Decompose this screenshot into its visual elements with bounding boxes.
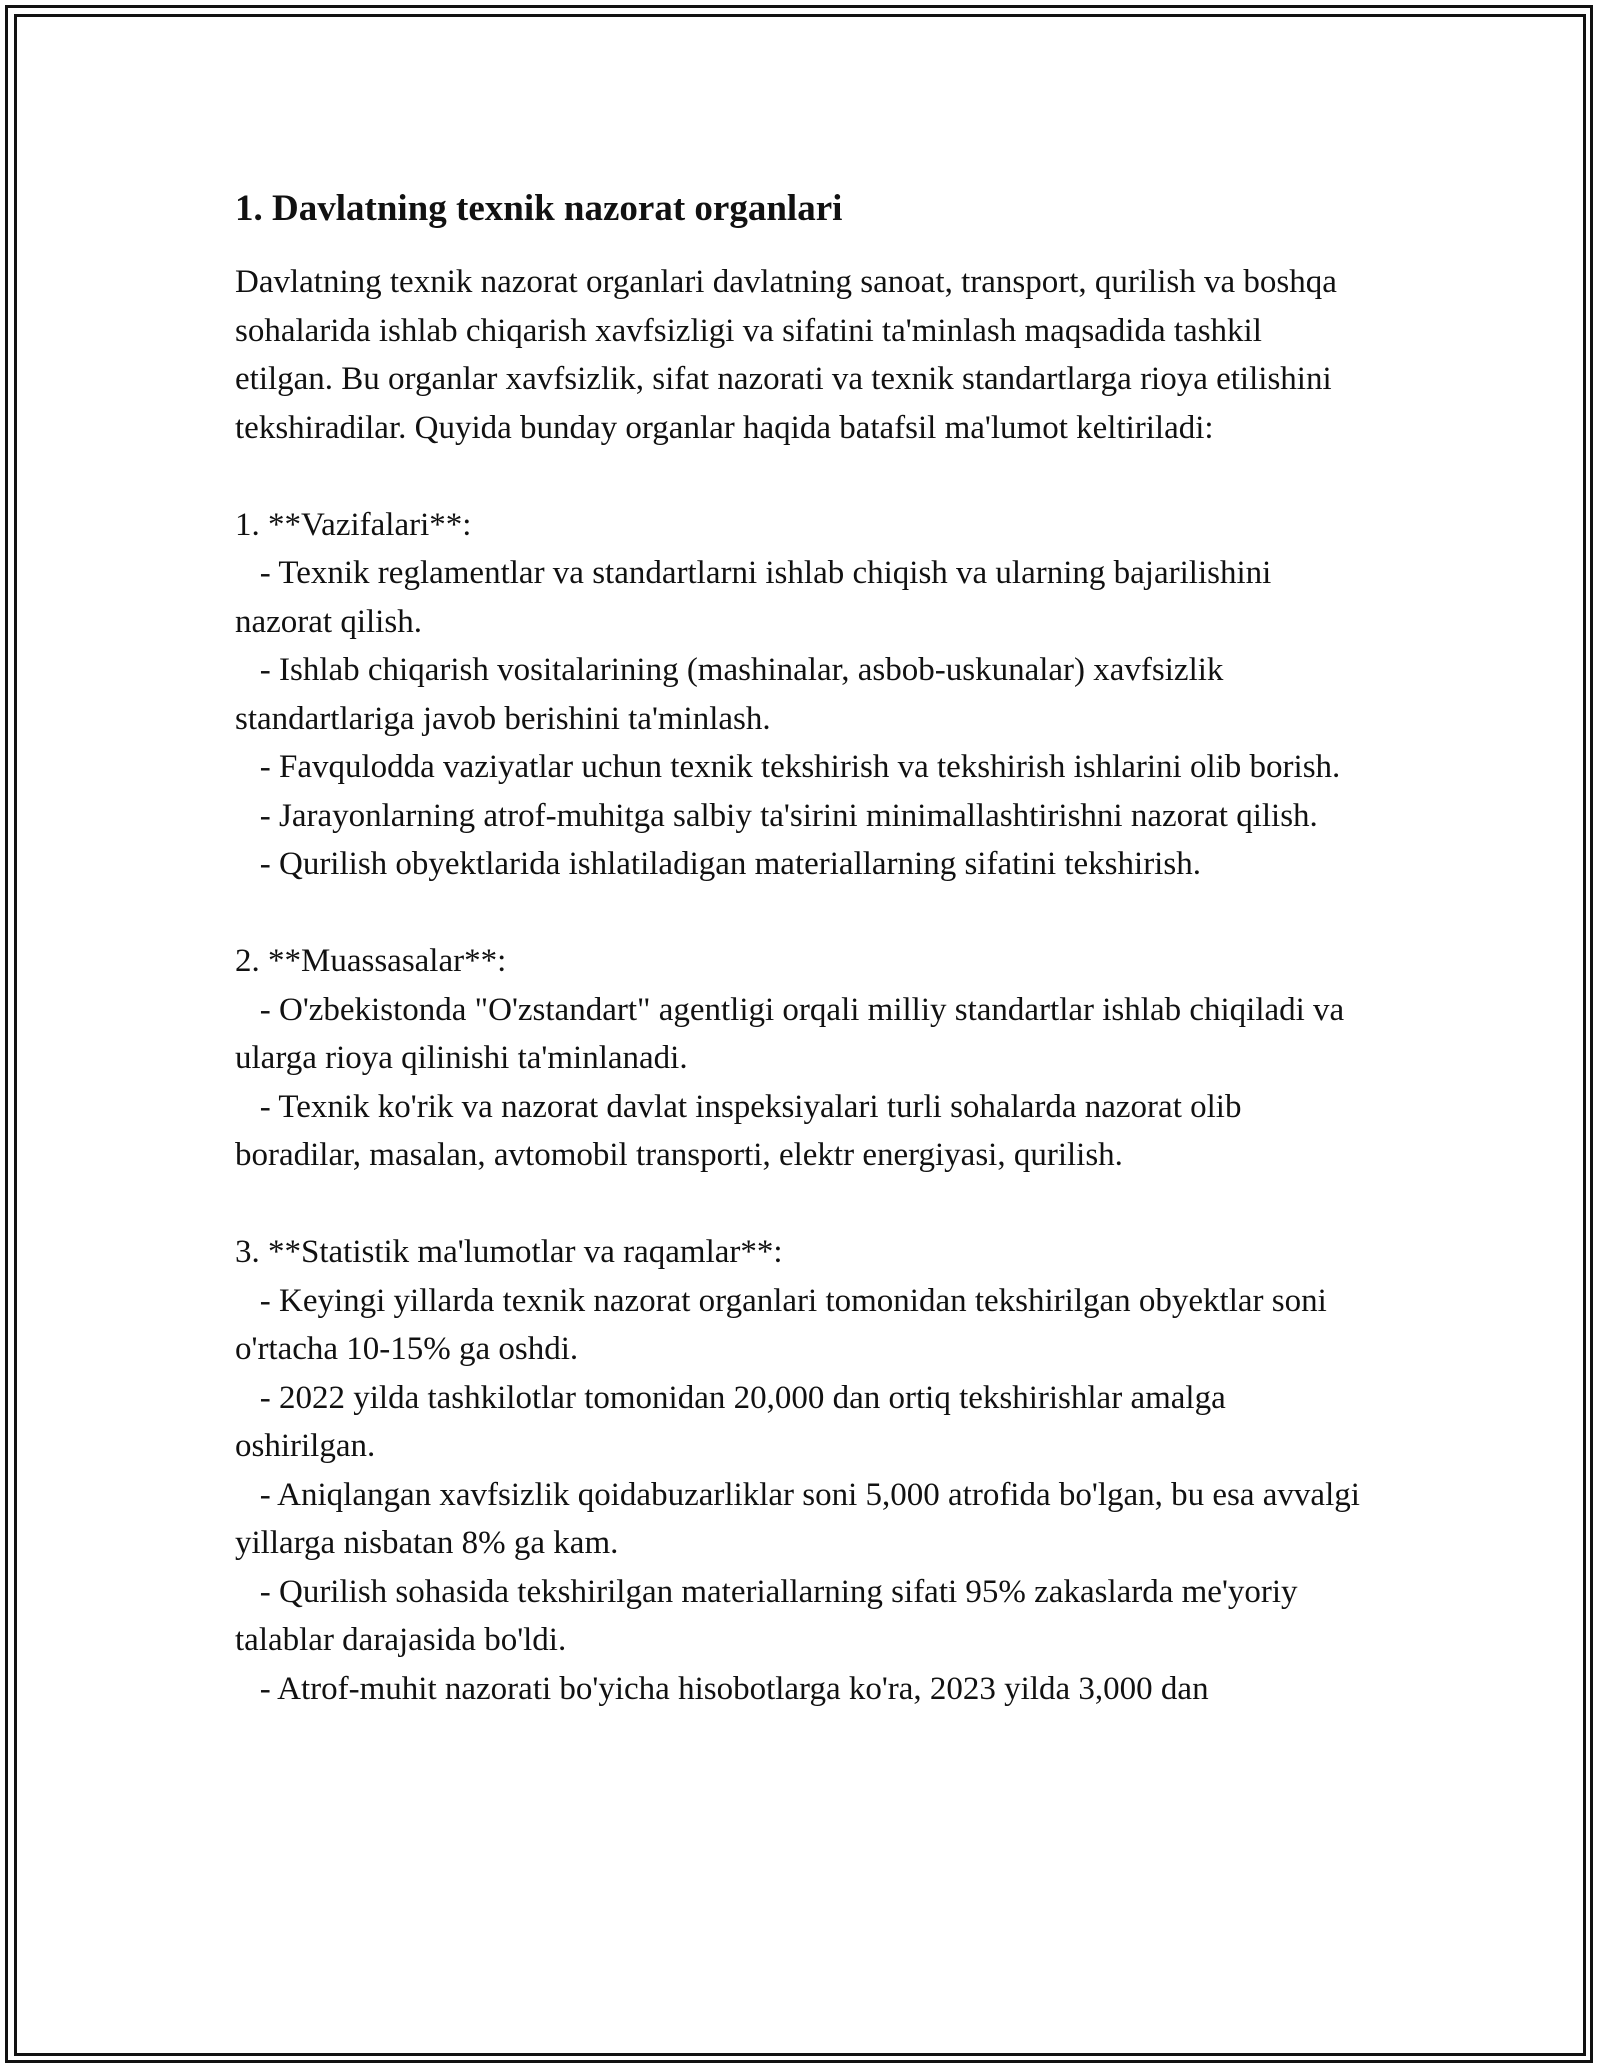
list-item: - Atrof-muhit nazorati bo'yicha hisobotlarga ko'ra, 2023 yilda 3,000 dan — [235, 1670, 1209, 1707]
list-item: - Aniqlangan xavfsizlik qoidabuzarliklar soni 5,000 atrofida bo'lgan, bu esa avvalgi yillarga nisbatan 8% ga kam. — [235, 1476, 1369, 1561]
list-item: - Qurilish obyektlarida ishlatiladigan materiallarning sifatini tekshirish. — [235, 846, 1201, 882]
list-item: - Texnik ko'rik va nazorat davlat inspeksiyalari turli sohalarda nazorat olib boradilar, masalan, avtomobil transporti, elektr energiyasi, qurilish. — [235, 1088, 1250, 1173]
section-muassasalar — [235, 937, 1365, 1180]
section-title: 1. **Vazifalari**: — [235, 506, 472, 543]
document-heading: 1. Davlatning texnik nazorat organlari — [235, 188, 843, 229]
list-item: - Texnik reglamentlar va standartlarni ishlab chiqish va ularning bajarilishini nazorat qilish. — [235, 555, 1280, 640]
section-title: 3. **Statistik ma'lumotlar va raqamlar**: — [235, 1234, 783, 1270]
list-item: - O'zbekistonda "O'zstandart" agentligi orqali milliy standartlar ishlab chiqiladi va ularga rioya qilinishi ta'minlanadi. — [235, 991, 1353, 1076]
document-body — [235, 186, 1369, 1713]
section-title: 2. **Muassasalar**: — [235, 943, 507, 979]
list-item: - 2022 yilda tashkilotlar tomonidan 20,000 dan ortiq tekshirishlar amalga oshirilgan. — [235, 1379, 1234, 1464]
list-item: - Jarayonlarning atrof-muhitga salbiy ta'sirini minimallashtirishni nazorat qilish. — [235, 797, 1318, 834]
list-item: - Favqulodda vaziyatlar uchun texnik tekshirish va tekshirish ishlarini olib borish. — [235, 749, 1341, 785]
intro-paragraph: Davlatning texnik nazorat organlari davlatning sanoat, transport, qurilish va boshqa sohalarida ishlab chiqarish xavfsizligi va sifatini ta'minlash maqsadida tashkil etilgan. Bu organlar xavfsizlik, sifat nazorati va texnik standartlarga rioya etilishini tekshiradilar. Quyida bunday organlar haqida batafsil ma'lumot keltiriladi: — [235, 264, 1346, 446]
list-item: - Ishlab chiqarish vositalarining (mashinalar, asbob-uskunalar) xavfsizlik standartlariga javob berishini ta'minlash. — [235, 652, 1232, 737]
list-item: - Keyingi yillarda texnik nazorat organlari tomonidan tekshirilgan obyektlar soni o'rtacha 10-15% ga oshdi. — [235, 1282, 1336, 1367]
section-vazifalari — [235, 501, 1365, 889]
section-statistik — [235, 1228, 1369, 1713]
list-item: - Qurilish sohasida tekshirilgan materiallarning sifati 95% zakaslarda me'yoriy talablar darajasida bo'ldi. — [235, 1573, 1306, 1658]
